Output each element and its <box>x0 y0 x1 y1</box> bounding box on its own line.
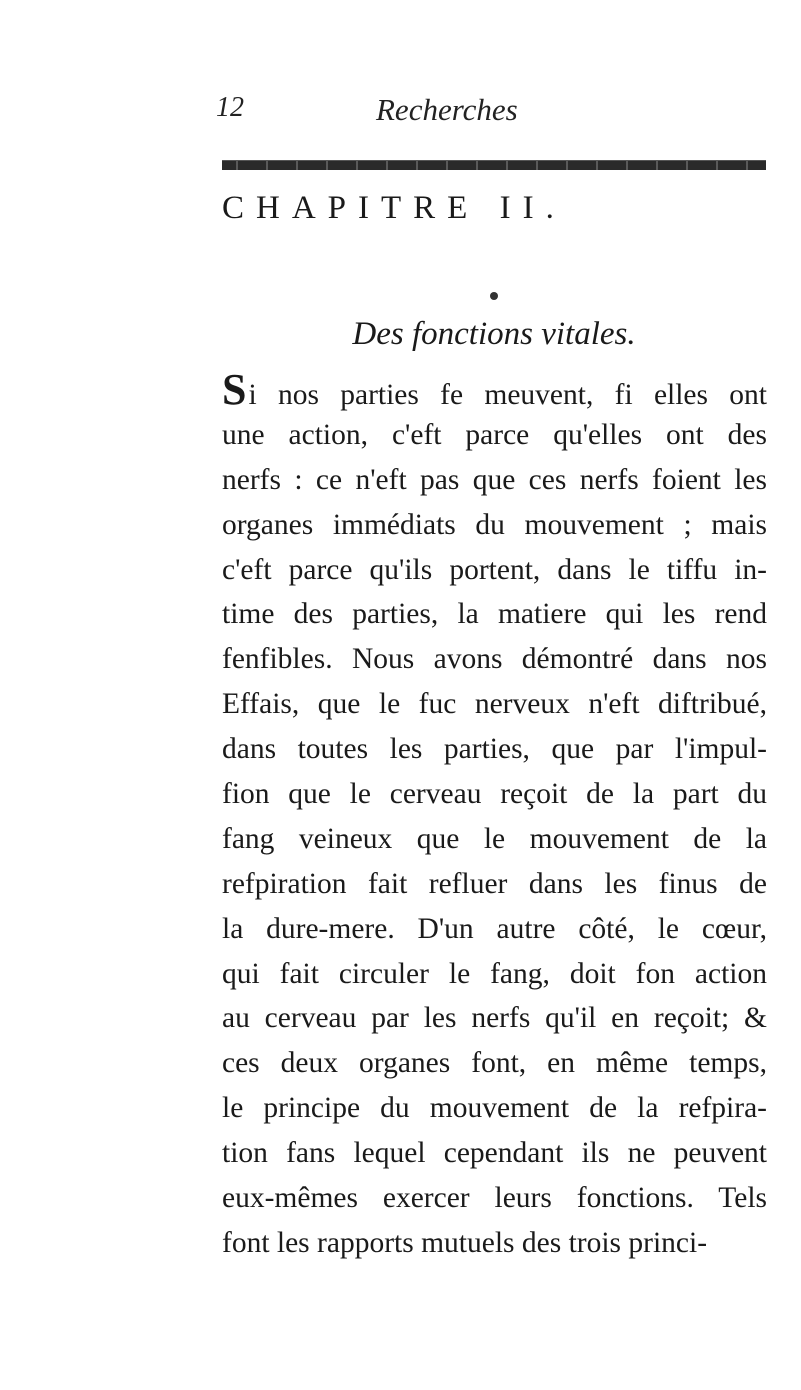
ornament-dot <box>490 292 498 300</box>
body-text <box>222 365 767 1266</box>
running-title: Recherches <box>376 92 518 127</box>
text-line: nerfs : ce n'eft pas que ces nerfs foient les <box>222 463 767 496</box>
text-line: fang veineux que le mouvement de la <box>222 822 767 855</box>
text-line: Effais, que le fuc nerveux n'eft diftribué, <box>222 688 767 721</box>
text-line: qui fait circuler le fang, doit fon action <box>222 957 767 990</box>
chapter-heading: CHAPITRE II. <box>222 190 566 226</box>
text-line: la dure-mere. D'un autre côté, le cœur, <box>222 912 767 945</box>
text-line: fion que le cerveau reçoit de la part du <box>222 778 767 811</box>
text-line-content: i nos parties fe meuvent, fi elles ont <box>248 379 767 411</box>
text-line: au cerveau par les nerfs qu'il en reçoit; & <box>222 1002 767 1035</box>
text-line: dans toutes les parties, que par l'impul- <box>222 733 767 766</box>
text-line: tion fans lequel cependant ils ne peuvent <box>222 1137 767 1170</box>
text-line: une action, c'eft parce qu'elles ont des <box>222 418 767 451</box>
text-line: fenfibles. Nous avons démontré dans nos <box>222 643 767 676</box>
text-line: font les rapports mutuels des trois princi- <box>222 1226 708 1259</box>
text-line: ces deux organes font, en même temps, <box>222 1047 767 1080</box>
text-line: eux-mêmes exercer leurs fonctions. Tels <box>222 1182 767 1215</box>
text-line <box>222 365 767 414</box>
text-line: time des parties, la matiere qui les rend <box>222 598 767 631</box>
text-line: organes immédiats du mouvement ; mais <box>222 508 767 541</box>
ornamental-rule <box>222 160 766 170</box>
chapter-subtitle: Des fonctions vitales. <box>352 316 636 352</box>
page-number: 12 <box>216 92 244 123</box>
text-line: c'eft parce qu'ils portent, dans le tiffu in- <box>222 553 767 586</box>
running-head <box>216 92 776 132</box>
drop-cap: S <box>222 365 247 414</box>
text-line: refpiration fait refluer dans les finus de <box>222 867 767 900</box>
text-line: le principe du mouvement de la refpira- <box>222 1092 767 1125</box>
